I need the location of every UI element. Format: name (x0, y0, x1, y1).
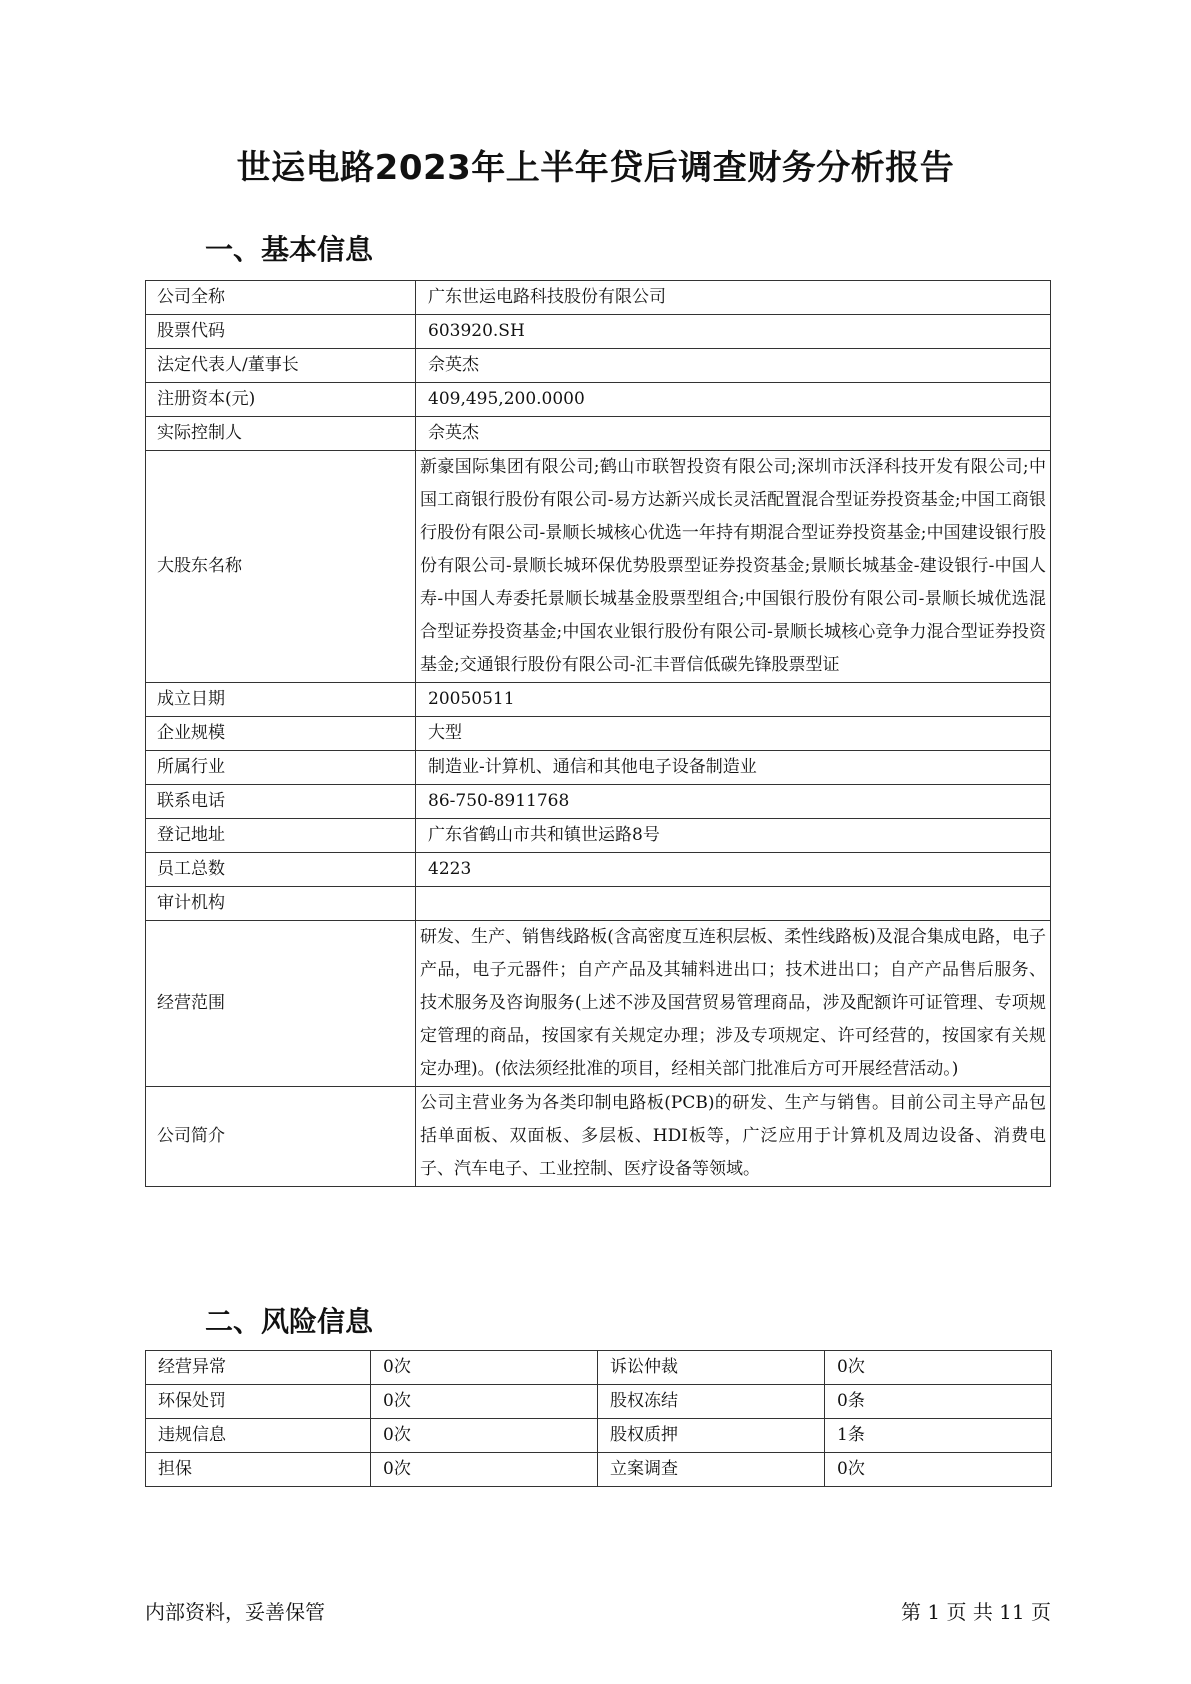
table-row (146, 887, 1051, 921)
table-row (146, 451, 1051, 683)
table-row (146, 315, 1051, 349)
risk-label: 诉讼仲裁 (598, 1351, 825, 1385)
row-value: 佘英杰 (416, 349, 1051, 383)
risk-value: 0次 (371, 1385, 598, 1419)
row-label: 审计机构 (146, 887, 416, 921)
footer-page-number: 第 1 页 共 11 页 (901, 1600, 1051, 1624)
table-row (146, 1087, 1051, 1187)
row-value: 广东世运电路科技股份有限公司 (416, 281, 1051, 315)
row-label: 股票代码 (146, 315, 416, 349)
table-row (146, 751, 1051, 785)
row-label: 所属行业 (146, 751, 416, 785)
basic-info-table (145, 280, 1051, 1187)
table-row (146, 717, 1051, 751)
row-label: 法定代表人/董事长 (146, 349, 416, 383)
row-label: 大股东名称 (146, 451, 416, 683)
table-row (146, 1419, 1052, 1453)
risk-value: 1条 (825, 1419, 1052, 1453)
row-value: 86-750-8911768 (416, 785, 1051, 819)
risk-value: 0次 (371, 1453, 598, 1487)
risk-value: 0次 (825, 1351, 1052, 1385)
table-row (146, 1453, 1052, 1487)
row-value: 409,495,200.0000 (416, 383, 1051, 417)
row-value: 603920.SH (416, 315, 1051, 349)
risk-label: 担保 (146, 1453, 371, 1487)
risk-value: 0条 (825, 1385, 1052, 1419)
table-row (146, 785, 1051, 819)
section-heading-basic-info: 一、基本信息 (205, 233, 374, 266)
risk-label: 经营异常 (146, 1351, 371, 1385)
row-value: 公司主营业务为各类印制电路板(PCB)的研发、生产与销售。目前公司主导产品包括单面板、双面板、多层板、HDI板等，广泛应用于计算机及周边设备、消费电子、汽车电子、工业控制、医疗设备等领域。 (416, 1087, 1051, 1187)
row-value (416, 887, 1051, 921)
risk-info-table (145, 1350, 1052, 1487)
table-row (146, 1385, 1052, 1419)
section-heading-risk-info: 二、风险信息 (205, 1305, 374, 1338)
row-label: 经营范围 (146, 921, 416, 1087)
table-row (146, 1351, 1052, 1385)
row-label: 企业规模 (146, 717, 416, 751)
table-row (146, 921, 1051, 1087)
table-row (146, 281, 1051, 315)
row-label: 联系电话 (146, 785, 416, 819)
row-value: 制造业-计算机、通信和其他电子设备制造业 (416, 751, 1051, 785)
row-value: 大型 (416, 717, 1051, 751)
table-row (146, 349, 1051, 383)
row-value: 新豪国际集团有限公司;鹤山市联智投资有限公司;深圳市沃泽科技开发有限公司;中国工商银行股份有限公司-易方达新兴成长灵活配置混合型证券投资基金;中国工商银行股份有限公司-景顺长城核心优选一年持有期混合型证券投资基金;中国建设银行股份有限公司-景顺长城环保优势股票型证券投资基金;景顺长城基金-建设银行-中国人寿-中国人寿委托景顺长城基金股票型组合;中国银行股份有限公司-景顺长城优选混合型证券投资基金;中国农业银行股份有限公司-景顺长城核心竞争力混合型证券投资基金;交通银行股份有限公司-汇丰晋信低碳先锋股票型证 (416, 451, 1051, 683)
table-row (146, 819, 1051, 853)
row-label: 注册资本(元) (146, 383, 416, 417)
row-value: 4223 (416, 853, 1051, 887)
row-value: 佘英杰 (416, 417, 1051, 451)
risk-label: 股权质押 (598, 1419, 825, 1453)
row-label: 公司全称 (146, 281, 416, 315)
risk-label: 股权冻结 (598, 1385, 825, 1419)
risk-label: 违规信息 (146, 1419, 371, 1453)
table-row (146, 853, 1051, 887)
row-value: 20050511 (416, 683, 1051, 717)
table-row (146, 417, 1051, 451)
row-label: 登记地址 (146, 819, 416, 853)
document-title: 世运电路2023年上半年贷后调查财务分析报告 (236, 148, 955, 188)
risk-label: 环保处罚 (146, 1385, 371, 1419)
row-label: 实际控制人 (146, 417, 416, 451)
table-row (146, 383, 1051, 417)
row-value: 研发、生产、销售线路板(含高密度互连积层板、柔性线路板)及混合集成电路，电子产品，电子元器件；自产产品及其辅料进出口；技术进出口；自产产品售后服务、技术服务及咨询服务(上述不涉及国营贸易管理商品，涉及配额许可证管理、专项规定管理的商品，按国家有关规定办理；涉及专项规定、许可经营的，按国家有关规定办理)。(依法须经批准的项目，经相关部门批准后方可开展经营活动。) (416, 921, 1051, 1087)
risk-value: 0次 (371, 1351, 598, 1385)
risk-label: 立案调查 (598, 1453, 825, 1487)
footer-confidential-note: 内部资料，妥善保管 (145, 1600, 325, 1624)
risk-value: 0次 (825, 1453, 1052, 1487)
row-label: 成立日期 (146, 683, 416, 717)
row-value: 广东省鹤山市共和镇世运路8号 (416, 819, 1051, 853)
table-row (146, 683, 1051, 717)
row-label: 公司简介 (146, 1087, 416, 1187)
risk-value: 0次 (371, 1419, 598, 1453)
row-label: 员工总数 (146, 853, 416, 887)
